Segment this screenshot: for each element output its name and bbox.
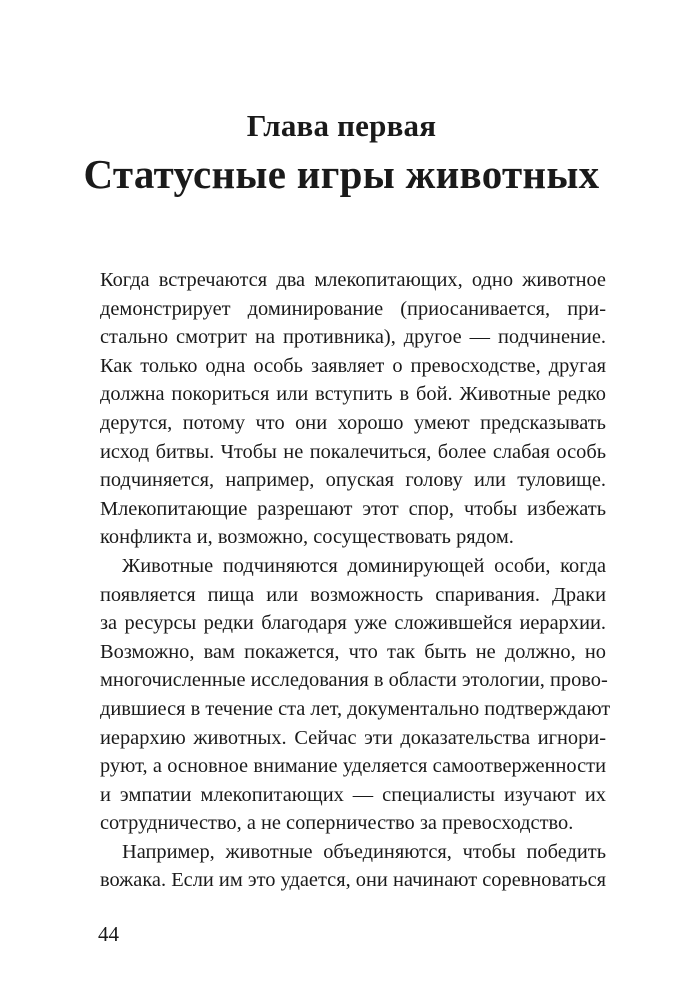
text-line: исход битвы. Чтобы не покалечиться, более слабая особь <box>100 440 606 463</box>
text-line: многочисленные исследования в области этологии, прово- <box>100 669 608 692</box>
text-line: сотрудничество, а не соперничество за превосходство. <box>100 812 574 835</box>
text-line: дившиеся в течение ста лет, документально подтверждают <box>100 697 611 720</box>
text-line: иерархию животных. Сейчас эти доказательства игнори- <box>100 726 606 749</box>
text-line: дерутся, потому что они хорошо умеют предсказывать <box>100 411 606 434</box>
paragraph-3 <box>100 838 606 895</box>
text-line: Животные подчиняются доминирующей особи, когда <box>122 554 606 577</box>
text-line: конфликта и, возможно, сосуществовать рядом. <box>100 526 514 549</box>
text-line: Возможно, вам покажется, что так быть не должно, но <box>100 640 606 663</box>
page-number: 44 <box>98 922 119 946</box>
text-line: вожака. Если им это удается, они начинают соревноваться <box>100 869 606 892</box>
chapter-title: Статусные игры животных <box>83 151 600 197</box>
paragraph-1 <box>100 266 606 552</box>
text-line: стально смотрит на противника), другое — подчинение. <box>100 326 606 349</box>
text-line: за ресурсы редки благодаря уже сложившейся иерархии. <box>100 612 606 635</box>
chapter-label: Глава первая <box>246 108 437 143</box>
text-line: Как только одна особь заявляет о превосходстве, другая <box>100 354 606 377</box>
text-line: демонстрирует доминирование (приосанивается, при- <box>100 297 606 320</box>
text-line: подчиняется, например, опуская голову или туловище. <box>100 469 606 492</box>
text-line: появляется пища или возможность спаривания. Драки <box>100 583 606 606</box>
text-line: Например, животные объединяются, чтобы победить <box>122 840 606 863</box>
text-line: и эмпатии млекопитающих — специалисты изучают их <box>100 783 606 806</box>
text-line: руют, а основное внимание уделяется самоотверженности <box>100 755 606 778</box>
paragraph-2 <box>100 552 611 838</box>
text-line: Млекопитающие разрешают этот спор, чтобы избежать <box>100 497 606 520</box>
text-line: должна покориться или вступить в бой. Животные редко <box>100 383 606 406</box>
body-text <box>100 266 611 895</box>
text-line: Когда встречаются два млекопитающих, одно животное <box>100 269 606 291</box>
